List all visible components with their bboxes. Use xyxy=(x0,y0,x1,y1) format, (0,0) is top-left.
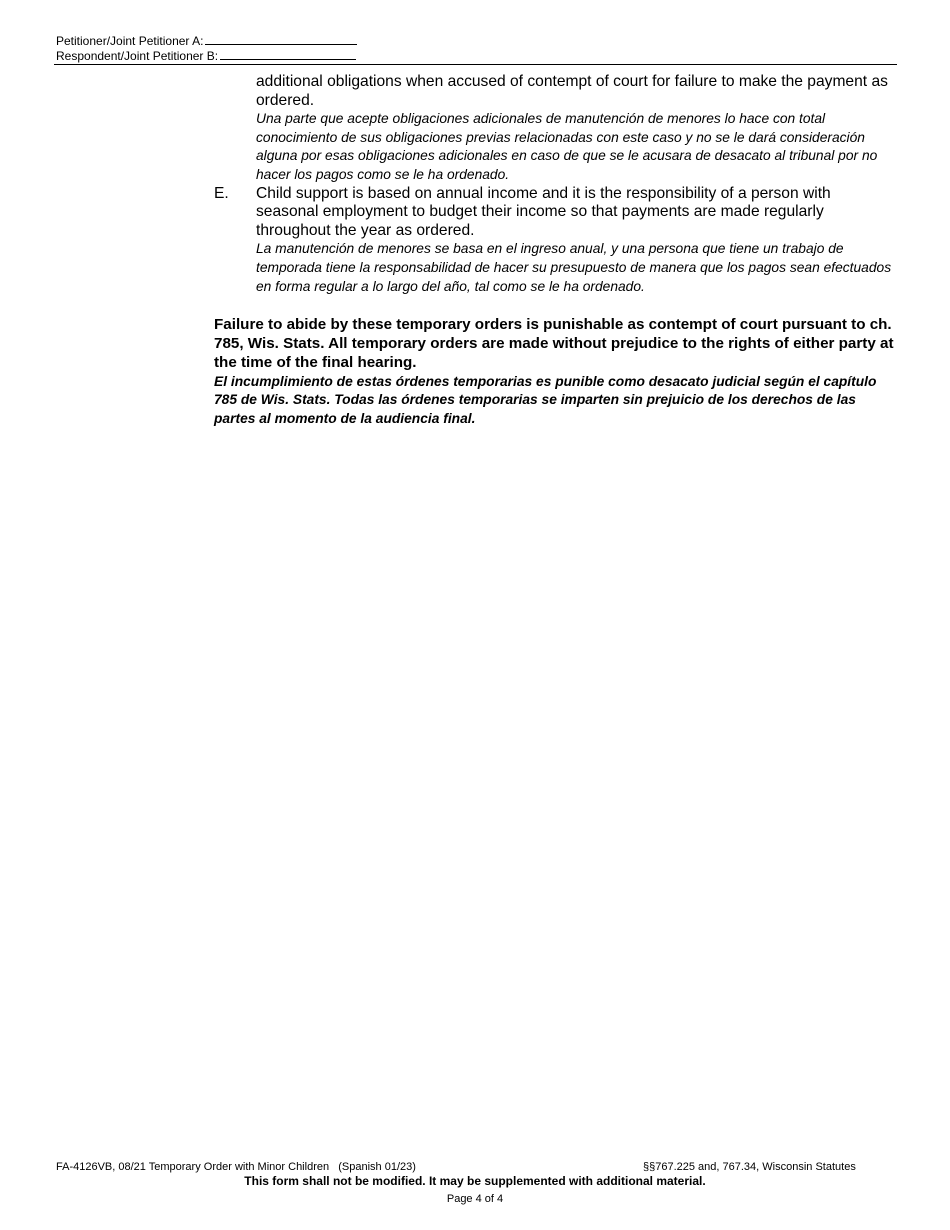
footer-form-id: FA-4126VB, 08/21 Temporary Order with Minor Children (Spanish 01/23) xyxy=(56,1161,416,1173)
clause-e-english: Child support is based on annual income and it is the responsibility of a person with seasonal employment to budget their income so that payments are made regularly throughout the year as ordered. xyxy=(256,184,831,239)
header-divider xyxy=(54,64,897,65)
contempt-warning-english: Failure to abide by these temporary orders is punishable as contempt of court pursuant to ch. 785, Wis. Stats. All temporary orders are made without prejudice to the rights of either party at the time of the final hearing. xyxy=(214,316,894,371)
petitioner-name-field[interactable] xyxy=(205,33,357,45)
footer-statutes: §§767.225 and, 767.34, Wisconsin Statutes xyxy=(643,1161,856,1173)
clause-e-spanish: La manutención de menores se basa en el ingreso anual, y una persona que tiene un trabajo de temporada tiene la responsabilidad de hacer su presupuesto de manera que los pagos sean efectuados en forma regular a lo largo del año, tal como se le ha ordenado. xyxy=(256,241,892,294)
petitioner-row xyxy=(56,33,357,48)
petitioner-label: Petitioner/Joint Petitioner A: xyxy=(56,34,204,48)
respondent-row xyxy=(56,48,357,63)
case-caption-header xyxy=(56,33,357,63)
respondent-label: Respondent/Joint Petitioner B: xyxy=(56,49,219,63)
respondent-name-field[interactable] xyxy=(220,48,356,60)
document-body xyxy=(214,73,897,429)
continued-clause-spanish: Una parte que acepte obligaciones adicionales de manutención de menores lo hace con total conocimiento de sus obligaciones previas relacionadas con este caso y no se le dará consideración alguna por esas obligaciones adicionales en caso de que se le acusara de desacato al tribunal por no hacer los pagos como se le ha ordenado. xyxy=(256,111,878,182)
footer-modification-notice: This form shall not be modified. It may be supplemented with additional material. xyxy=(244,1174,706,1188)
clause-e xyxy=(214,185,897,297)
continued-clause-english: additional obligations when accused of contempt of court for failure to make the payment as ordered. xyxy=(256,73,888,109)
contempt-warning xyxy=(214,316,897,429)
continued-clause xyxy=(214,73,897,185)
contempt-warning-spanish: El incumplimiento de estas órdenes temporarias es punible como desacato judicial según el capítulo 785 de Wis. Stats. Todas las órdenes temporarias se imparten sin prejuicio de los derechos de las partes al momento de la audiencia final. xyxy=(214,373,877,427)
clause-e-letter: E. xyxy=(214,184,229,202)
page-number: Page 4 of 4 xyxy=(446,1193,504,1205)
